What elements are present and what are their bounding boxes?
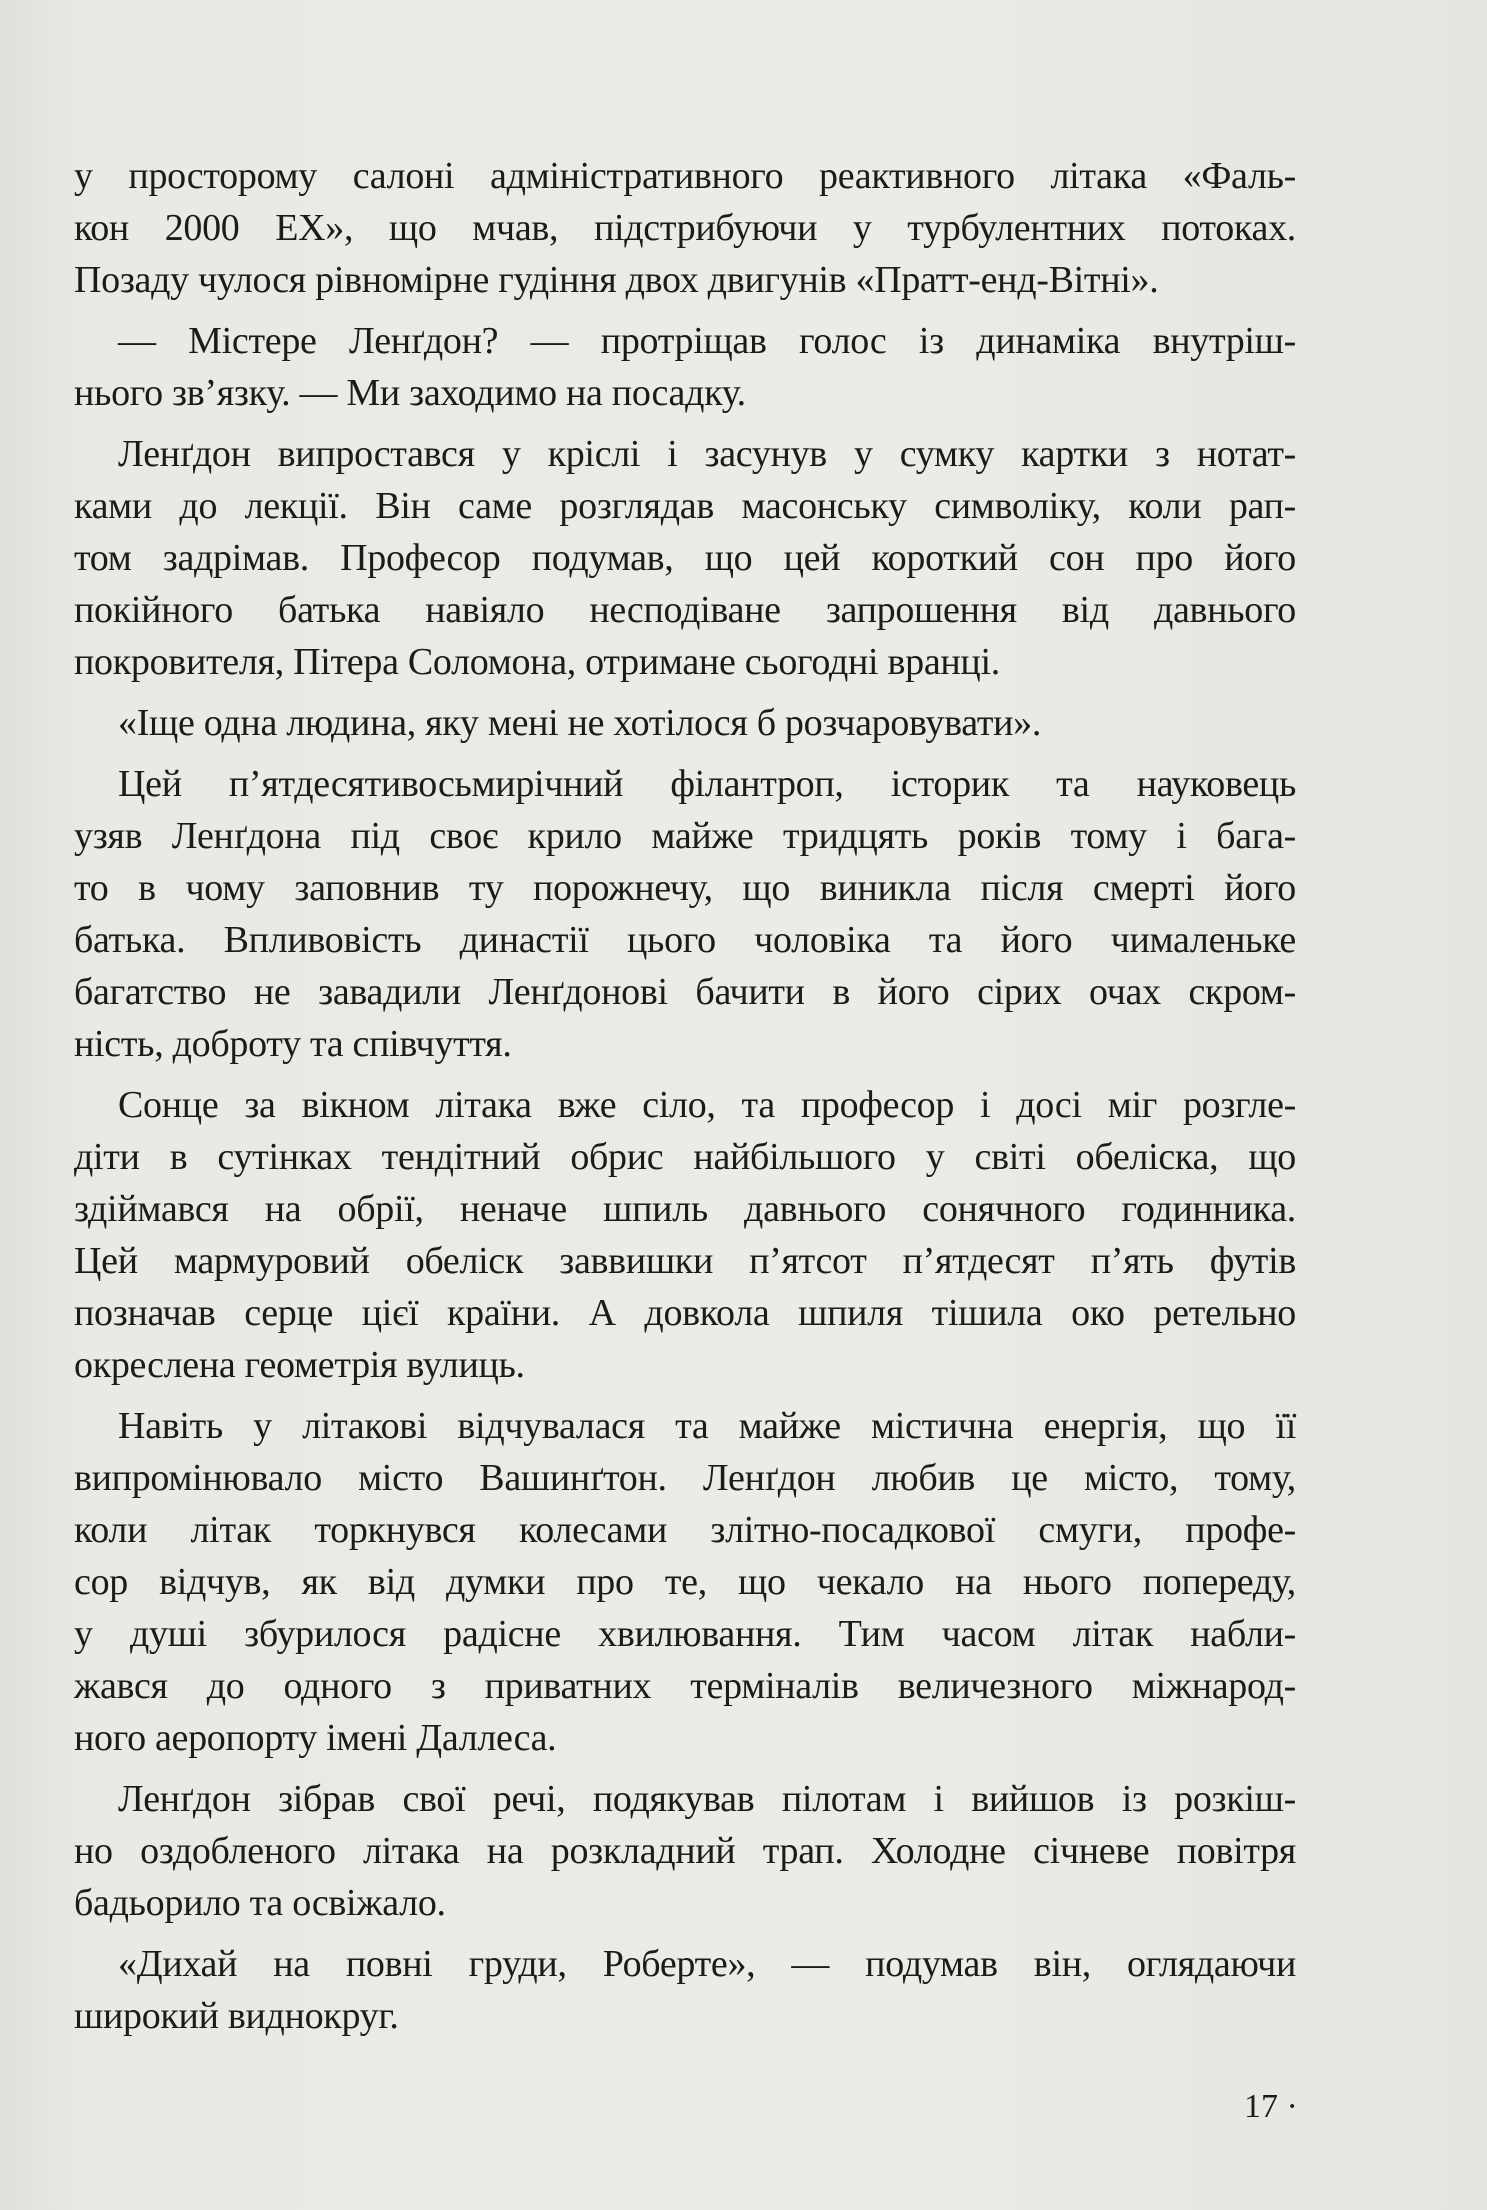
text-line: широкий виднокруг. bbox=[74, 1995, 399, 2037]
text-line: кон 2000 ЕХ», що мчав, підстрибуючи у турбулентних потоках. bbox=[74, 207, 1296, 249]
text-line: коли літак торкнувся колесами злітно-посадкової смуги, профе- bbox=[74, 1509, 1296, 1551]
text-line: нього зв’язку. — Ми заходимо на посадку. bbox=[74, 372, 746, 414]
paragraph bbox=[74, 697, 1296, 749]
paragraph bbox=[74, 315, 1296, 419]
text-line: діти в сутінках тендітний обрис найбільшого у світі обеліска, що bbox=[74, 1136, 1296, 1178]
paragraph bbox=[74, 428, 1296, 688]
body-text bbox=[74, 150, 1296, 2051]
text-line: сор відчув, як від думки про те, що чекало на нього попереду, bbox=[74, 1561, 1296, 1603]
text-line: багатство не завадили Ленґдонові бачити в його сірих очах скром- bbox=[74, 971, 1296, 1013]
text-line: бадьорило та освіжало. bbox=[74, 1882, 446, 1924]
text-line: «Іще одна людина, яку мені не хотілося б розчаровувати». bbox=[118, 702, 1042, 744]
text-line: ність, доброту та співчуття. bbox=[74, 1023, 512, 1065]
text-line: позначав серце цієї країни. А довкола шпиля тішила око ретельно bbox=[74, 1292, 1296, 1334]
text-line: «Дихай на повні груди, Роберте», — подумав він, оглядаючи bbox=[118, 1943, 1296, 1985]
page-number: 17 · bbox=[1244, 2088, 1298, 2125]
text-line: ками до лекції. Він саме розглядав масонську символіку, коли рап- bbox=[74, 485, 1296, 527]
text-line: батька. Впливовість династії цього чоловіка та його чималеньке bbox=[74, 919, 1296, 961]
text-line: у просторому салоні адміністративного реактивного літака «Фаль- bbox=[74, 155, 1296, 197]
text-line: Позаду чулося рівномірне гудіння двох двигунів «Пратт-енд-Вітні». bbox=[74, 259, 1159, 301]
text-line: жався до одного з приватних терміналів величезного міжнарод- bbox=[74, 1665, 1296, 1707]
paragraph bbox=[74, 1938, 1296, 2042]
paragraph bbox=[74, 1079, 1296, 1391]
text-line: Навіть у літакові відчувалася та майже містична енергія, що її bbox=[118, 1405, 1296, 1447]
text-line: окреслена геометрія вулиць. bbox=[74, 1344, 525, 1386]
text-line: випромінювало місто Вашинґтон. Ленґдон любив це місто, тому, bbox=[74, 1457, 1296, 1499]
paragraph bbox=[74, 758, 1296, 1070]
paragraph bbox=[74, 150, 1296, 306]
text-line: Цей мармуровий обеліск заввишки п’ятсот п’ятдесят п’ять футів bbox=[74, 1240, 1296, 1282]
text-line: Сонце за вікном літака вже сіло, та професор і досі міг розгле- bbox=[118, 1084, 1296, 1126]
text-line: — Містере Ленґдон? — протріщав голос із динаміка внутріш- bbox=[118, 320, 1296, 362]
text-line: Ленґдон зібрав свої речі, подякував пілотам і вийшов із розкіш- bbox=[118, 1778, 1296, 1820]
text-line: покійного батька навіяло несподіване запрошення від давнього bbox=[74, 589, 1296, 631]
paragraph bbox=[74, 1400, 1296, 1764]
text-line: Ленґдон випростався у кріслі і засунув у сумку картки з нотат- bbox=[118, 433, 1296, 475]
text-line: но оздобленого літака на розкладний трап. Холодне січневе повітря bbox=[74, 1830, 1296, 1872]
text-line: узяв Ленґдона під своє крило майже тридцять років тому і бага- bbox=[74, 815, 1296, 857]
text-line: том задрімав. Професор подумав, що цей короткий сон про його bbox=[74, 537, 1296, 579]
text-line: покровителя, Пітера Соломона, отримане сьогодні вранці. bbox=[74, 641, 1000, 683]
text-line: Цей п’ятдесятивосьмирічний філантроп, історик та науковець bbox=[118, 763, 1296, 805]
text-line: ного аеропорту імені Даллеса. bbox=[74, 1717, 557, 1759]
text-line: у душі збурилося радісне хвилювання. Тим часом літак набли- bbox=[74, 1613, 1296, 1655]
text-line: то в чому заповнив ту порожнечу, що виникла після смерті його bbox=[74, 867, 1296, 909]
text-line: здіймався на обрії, неначе шпиль давнього сонячного годинника. bbox=[74, 1188, 1296, 1230]
paragraph bbox=[74, 1773, 1296, 1929]
